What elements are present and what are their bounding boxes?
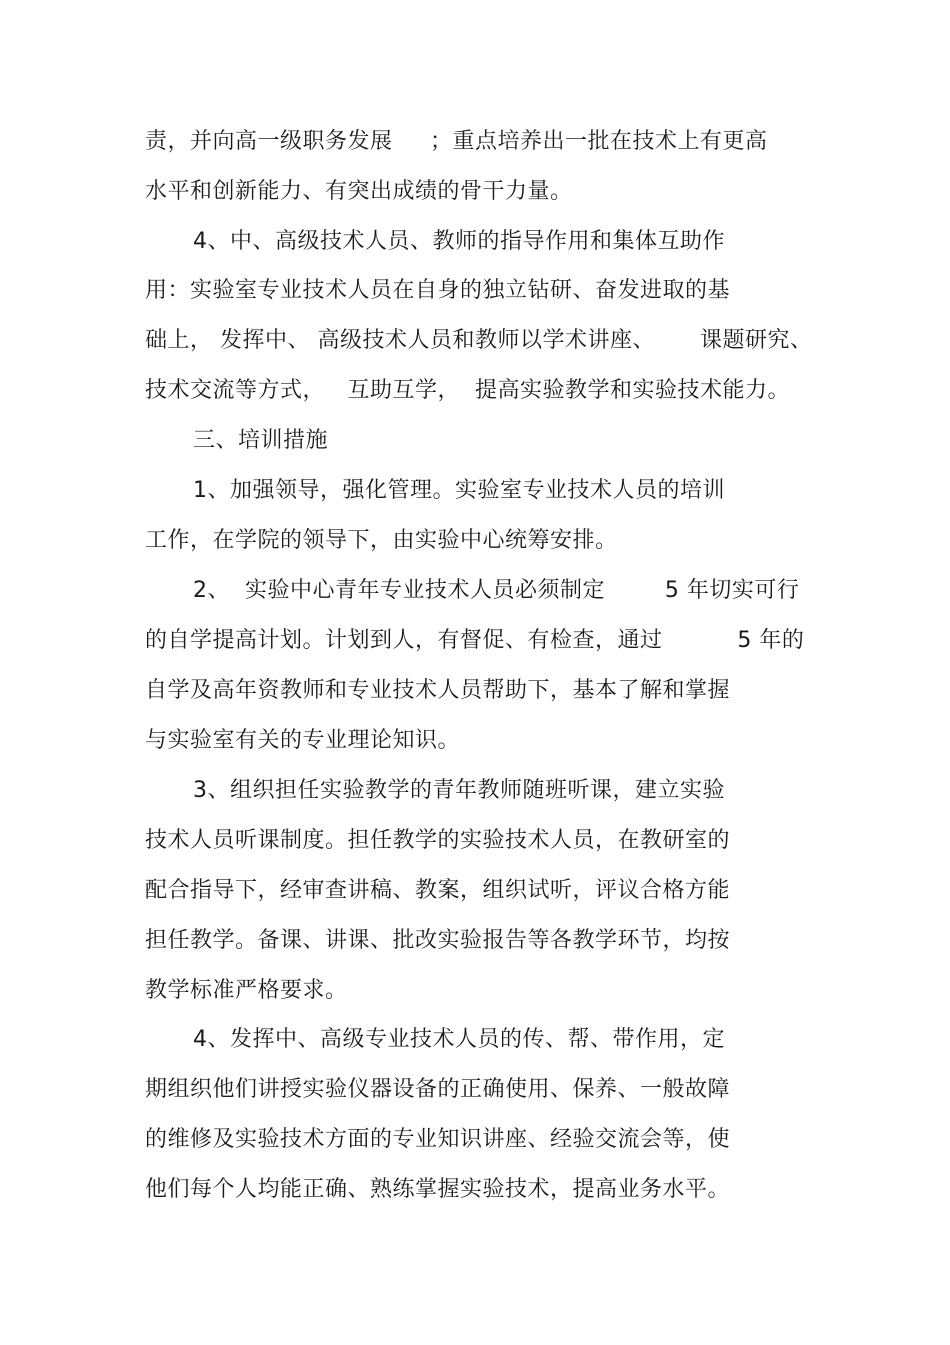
text-line: 水平和创新能力、有突出成绩的骨干力量。: [145, 179, 573, 204]
text-line: 教学标准严格要求。: [145, 978, 348, 1003]
paragraph-start-line: 4、中、高级技术人员、教师的指导作用和集体互助作: [193, 229, 725, 254]
text-line: 技术交流等方式， 互助互学， 提高实验教学和实验技术能力。: [145, 378, 790, 403]
text-line: 担任教学。备课、讲课、批改实验报告等各教学环节，均按: [145, 928, 731, 953]
paragraph-start-line: 4、发挥中、高级专业技术人员的传、帮、带作用，定: [193, 1027, 725, 1052]
text-line: 工作，在学院的领导下，由实验中心统筹安排。: [145, 528, 618, 553]
text-line: 他们每个人均能正确、熟练掌握实验技术，提高业务水平。: [145, 1177, 731, 1202]
text-line: 础上， 发挥中、 高级技术人员和教师以学术讲座、 课题研究、: [145, 328, 813, 353]
section-heading: 三、培训措施: [193, 428, 329, 453]
text-line: 用：实验室专业技术人员在自身的独立钻研、奋发进取的基: [145, 278, 731, 303]
paragraph-start-line: 3、组织担任实验教学的青年教师随班听课，建立实验: [193, 778, 725, 803]
text-line: 自学及高年资教师和专业技术人员帮助下，基本了解和掌握: [145, 678, 731, 703]
paragraph-start-line: 2、 实验中心青年专业技术人员必须制定 5 年切实可行: [193, 578, 800, 603]
text-line: 的自学提高计划。计划到人，有督促、有检查，通过 5 年的: [145, 628, 805, 653]
paragraph-start-line: 1、加强领导，强化管理。实验室专业技术人员的培训: [193, 478, 725, 503]
text-line: 的维修及实验技术方面的专业知识讲座、经验交流会等，使: [145, 1127, 731, 1152]
text-line: 与实验室有关的专业理论知识。: [145, 728, 461, 753]
text-line: 技术人员听课制度。担任教学的实验技术人员，在教研室的: [145, 828, 731, 853]
text-line: 期组织他们讲授实验仪器设备的正确使用、保养、一般故障: [145, 1077, 731, 1102]
text-line: 配合指导下，经审查讲稿、教案，组织试听，评议合格方能: [145, 878, 731, 903]
text-line: 责，并向高一级职务发展 ；重点培养出一批在技术上有更高: [145, 129, 768, 154]
